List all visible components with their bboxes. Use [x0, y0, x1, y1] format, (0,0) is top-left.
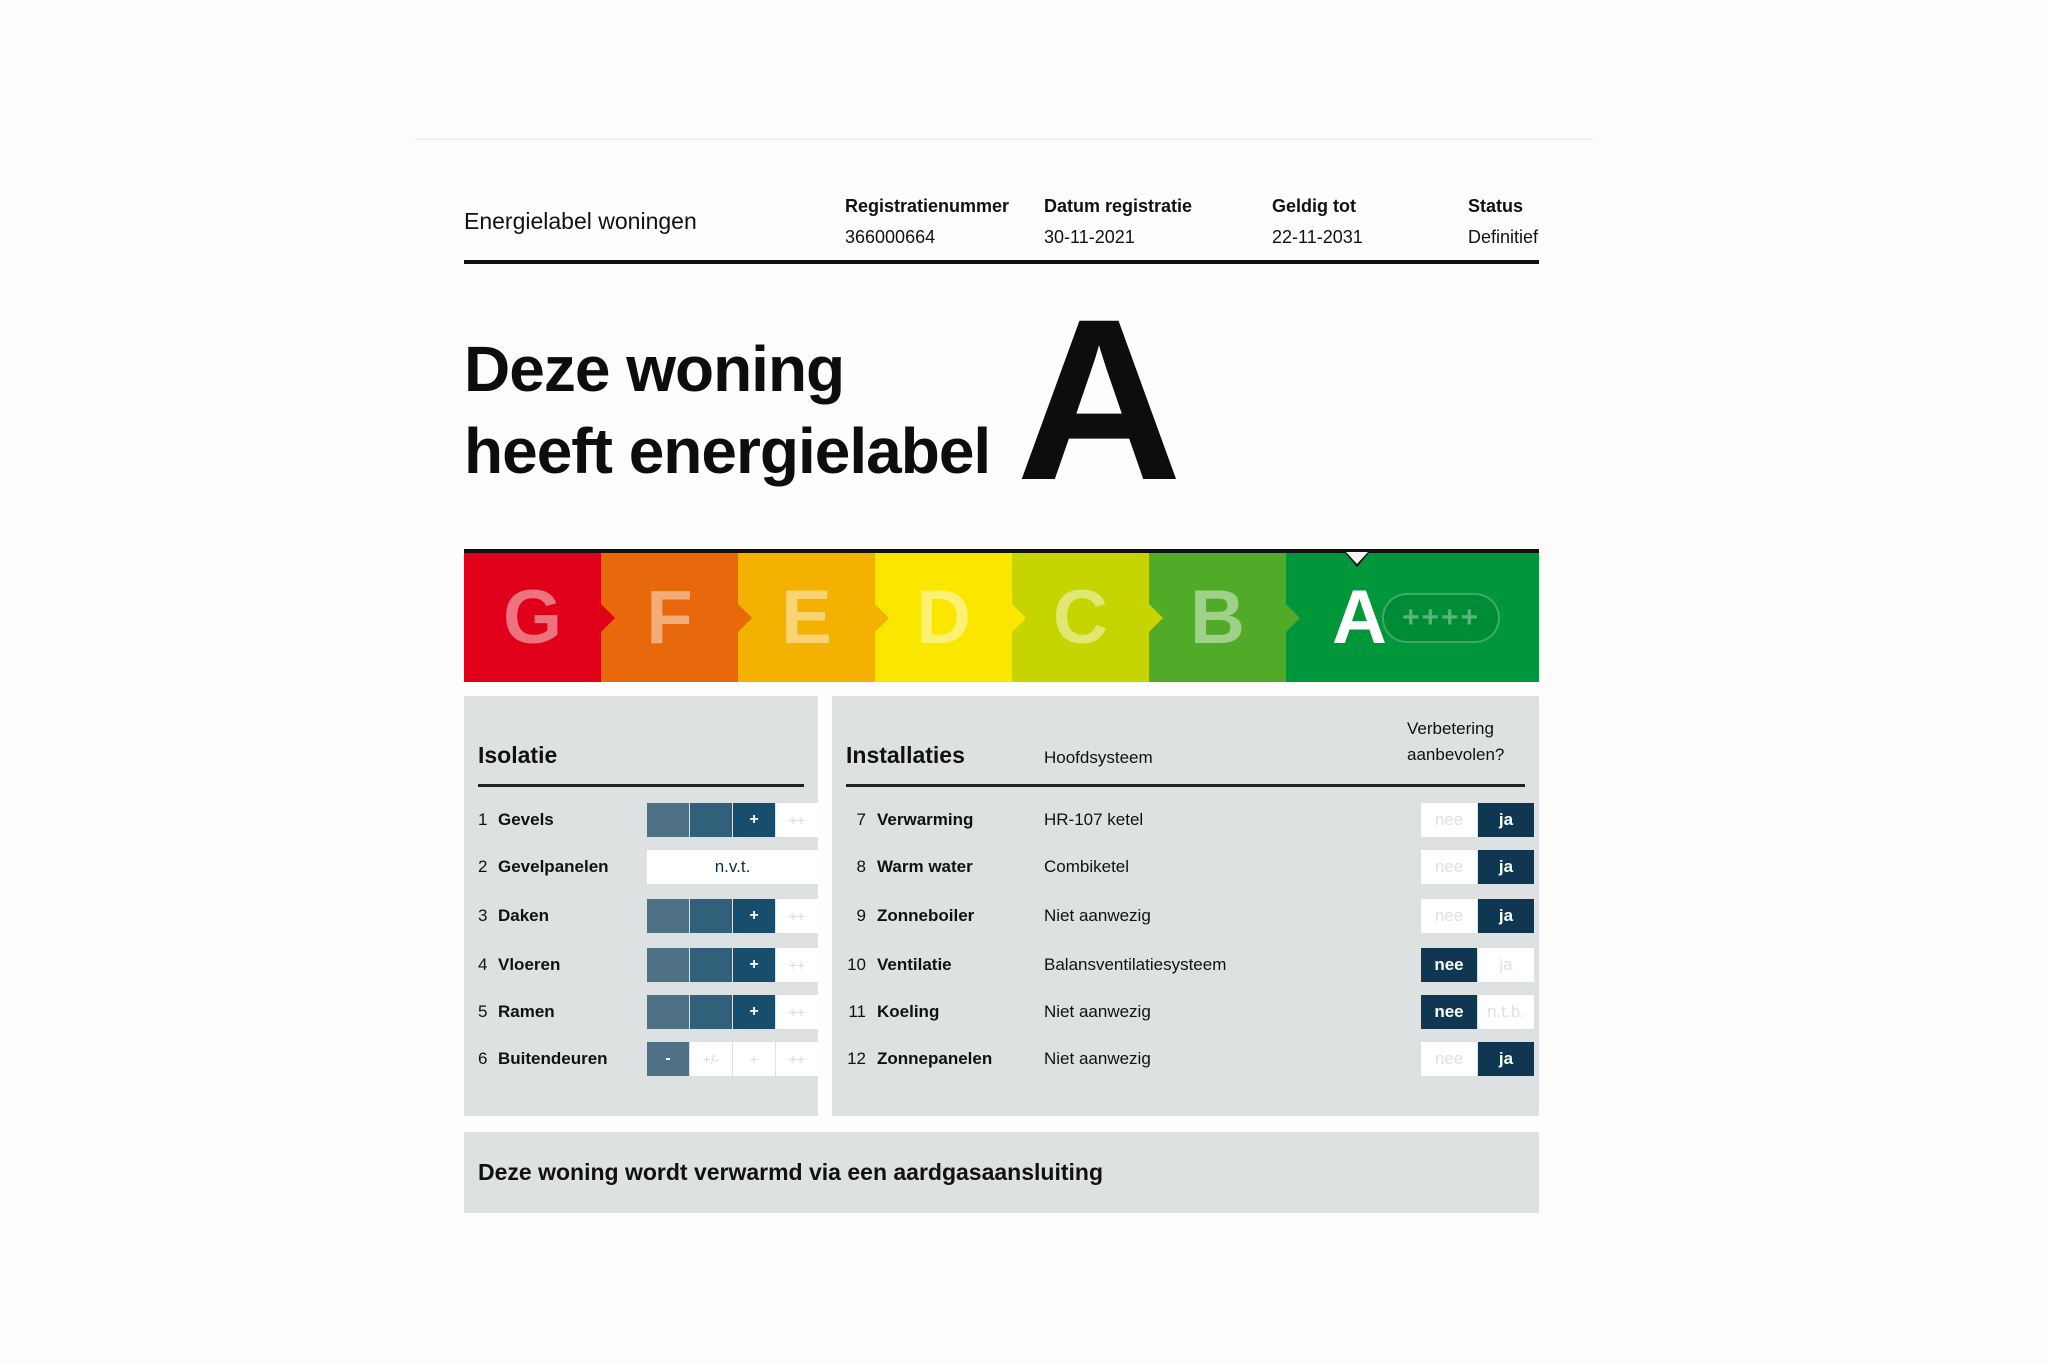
isolatie-row — [478, 948, 818, 982]
row-name: Zonneboiler — [877, 906, 975, 925]
rating-box: +/- — [690, 1042, 732, 1076]
row-number: 4 — [478, 955, 488, 974]
indicator-nee: nee — [1421, 850, 1477, 884]
installaties-title: Installaties — [846, 742, 965, 768]
improvement-indicator — [1421, 899, 1535, 933]
indicator-ja: n.t.b. — [1478, 995, 1534, 1029]
row-name: Ventilatie — [877, 955, 952, 974]
row-name: Gevelpanelen — [498, 857, 609, 876]
energy-label-letter: A — [1016, 271, 1183, 528]
rating-box: ++ — [776, 899, 818, 933]
meta-label: Geldig tot — [1272, 196, 1356, 216]
pointer-notch — [1346, 552, 1368, 564]
column-header-verbetering — [1407, 716, 1504, 768]
improvement-indicator — [1421, 995, 1535, 1029]
isolatie-row — [478, 899, 818, 933]
installatie-row — [846, 803, 1526, 837]
row-number: 8 — [856, 857, 866, 876]
row-system: HR-107 ketel — [1044, 810, 1144, 829]
installatie-row — [846, 948, 1526, 982]
row-name: Ramen — [498, 1002, 555, 1021]
meta-label: Datum registratie — [1044, 196, 1193, 216]
isolatie-panel — [464, 696, 818, 1116]
row-number: 3 — [478, 906, 488, 925]
headline-line-2: heeft energielabel — [464, 415, 991, 487]
scale-arrow-icon — [738, 604, 752, 632]
isolatie-row — [478, 803, 818, 837]
rating-scale — [647, 899, 819, 933]
energy-label-scale — [464, 549, 1539, 682]
meta-status — [1468, 196, 1538, 248]
indicator-nee: nee — [1421, 995, 1477, 1029]
row-number: 12 — [847, 1049, 866, 1068]
row-number: 5 — [478, 1002, 488, 1021]
energy-label-document — [464, 0, 1539, 1365]
rating-box — [690, 899, 732, 933]
row-name: Verwarming — [877, 810, 974, 829]
scale-class-f — [601, 553, 738, 682]
scale-class-letter: A — [1332, 575, 1387, 660]
rating-box: + — [733, 803, 775, 837]
column-header-hoofdsysteem: Hoofdsysteem — [1044, 748, 1153, 767]
improvement-indicator — [1421, 850, 1535, 884]
improvement-indicator — [1421, 948, 1535, 982]
scale-class-e — [738, 553, 875, 682]
rating-scale — [647, 1042, 819, 1076]
row-number: 2 — [478, 857, 488, 876]
rating-box: + — [733, 1042, 775, 1076]
row-system: Niet aanwezig — [1044, 1049, 1151, 1068]
column-header-line: Verbetering — [1407, 719, 1494, 738]
indicator-ja: ja — [1478, 948, 1534, 982]
rating-scale — [647, 995, 819, 1029]
isolatie-row — [478, 850, 818, 884]
rating-box: + — [733, 995, 775, 1029]
row-number: 1 — [478, 810, 488, 829]
row-system: Balansventilatiesysteem — [1044, 955, 1227, 974]
scale-class-letter: B — [1190, 575, 1245, 660]
indicator-ja: ja — [1478, 1042, 1534, 1076]
installaties-panel — [832, 696, 1539, 1116]
meta-registration-date — [1044, 196, 1192, 248]
isolatie-title: Isolatie — [478, 742, 558, 768]
document-title: Energielabel woningen — [464, 208, 697, 234]
installatie-row — [846, 850, 1526, 884]
isolatie-row — [478, 995, 818, 1029]
rating-box — [690, 948, 732, 982]
scale-arrow-icon — [601, 604, 615, 632]
installatie-row — [846, 899, 1526, 933]
meta-label: Registratienummer — [845, 196, 1010, 216]
meta-value: 30-11-2021 — [1044, 227, 1135, 247]
rating-box — [647, 995, 689, 1029]
scale-class-letter: C — [1053, 575, 1108, 660]
scale-class-letter: D — [916, 575, 971, 660]
row-system: Niet aanwezig — [1044, 906, 1151, 925]
scale-class-letter: F — [646, 575, 693, 660]
indicator-ja: ja — [1478, 899, 1534, 933]
rating-box: ++ — [776, 948, 818, 982]
installatie-row — [846, 995, 1526, 1029]
indicator-nee: nee — [1421, 948, 1477, 982]
isolatie-divider — [478, 784, 804, 787]
scale-class-letter: G — [502, 575, 563, 660]
rating-box: + — [733, 899, 775, 933]
headline-line-1: Deze woning — [464, 333, 845, 405]
row-name: Daken — [498, 906, 550, 925]
meta-valid-until — [1272, 196, 1363, 248]
scale-arrow-icon — [1012, 604, 1026, 632]
rating-box: ++ — [776, 995, 818, 1029]
scale-class-g — [464, 553, 601, 682]
rating-scale — [647, 948, 819, 982]
rating-box: + — [733, 948, 775, 982]
scale-class-c — [1012, 553, 1149, 682]
rating-box: ++ — [776, 1042, 818, 1076]
rating-box — [690, 803, 732, 837]
isolatie-row — [478, 1042, 818, 1076]
row-system: Niet aanwezig — [1044, 1002, 1151, 1021]
row-number: 9 — [856, 906, 866, 925]
row-number: 10 — [847, 955, 866, 974]
row-name: Zonnepanelen — [877, 1049, 993, 1068]
row-name: Gevels — [498, 810, 554, 829]
scale-arrow-icon — [875, 604, 889, 632]
indicator-ja: ja — [1478, 850, 1534, 884]
scale-class-d — [875, 553, 1012, 682]
row-name: Koeling — [877, 1002, 940, 1021]
column-header-line: aanbevolen? — [1407, 745, 1505, 764]
rating-scale — [647, 803, 819, 837]
improvement-indicator — [1421, 1042, 1535, 1076]
scale-class-b — [1149, 553, 1286, 682]
headline — [464, 328, 990, 492]
row-name: Buitendeuren — [498, 1049, 608, 1068]
heating-note — [464, 1132, 1539, 1213]
meta-value: Definitief — [1468, 227, 1539, 247]
row-system: Combiketel — [1044, 857, 1130, 876]
meta-registration-number — [845, 196, 1009, 248]
rating-box — [647, 899, 689, 933]
plus-rating-pill: ++++ — [1382, 593, 1500, 643]
row-number: 7 — [856, 810, 866, 829]
installaties-divider — [846, 784, 1525, 787]
improvement-indicator — [1421, 803, 1535, 837]
indicator-ja: ja — [1478, 803, 1534, 837]
rating-box: ++ — [776, 803, 818, 837]
rating-box — [647, 803, 689, 837]
rating-box — [690, 995, 732, 1029]
row-number: 11 — [848, 1002, 866, 1021]
scale-arrow-icon — [1286, 604, 1300, 632]
scale-class-a — [1286, 553, 1539, 682]
document-header — [464, 190, 1539, 264]
rating-box — [647, 948, 689, 982]
indicator-nee: nee — [1421, 899, 1477, 933]
installatie-row — [846, 1042, 1526, 1076]
row-name: Vloeren — [498, 955, 561, 974]
row-name: Warm water — [877, 857, 973, 876]
scale-class-letter: E — [781, 575, 832, 660]
rating-box: - — [647, 1042, 689, 1076]
heating-note-text: Deze woning wordt verwarmd via een aardgasaansluiting — [478, 1159, 1103, 1185]
meta-value: 366000664 — [845, 227, 936, 247]
meta-value: 22-11-2031 — [1272, 227, 1363, 247]
scale-arrow-icon — [1149, 604, 1163, 632]
meta-label: Status — [1468, 196, 1524, 216]
indicator-nee: nee — [1421, 1042, 1477, 1076]
not-applicable-box: n.v.t. — [647, 850, 818, 884]
indicator-nee: nee — [1421, 803, 1477, 837]
row-number: 6 — [478, 1049, 488, 1068]
